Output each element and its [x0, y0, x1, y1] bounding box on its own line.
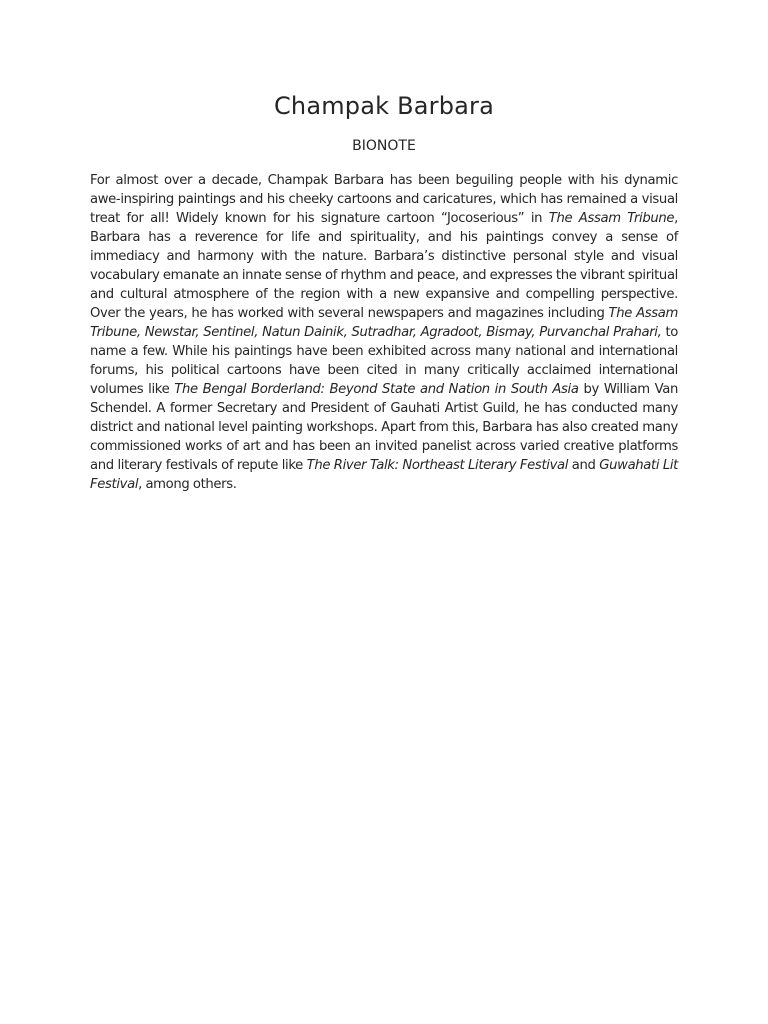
paragraph-run-italic: The Assam Tribune, Newstar, Sentinel, Natun Dainik, Sutradhar, Agradoot, Bismay, Purvanchal Prahari, [90, 306, 679, 340]
paragraph-run: , among others. [138, 477, 237, 492]
paragraph-run-italic: The Bengal Borderland: Beyond State and Nation in South Asia [174, 382, 579, 397]
paragraph-run-italic: Guwahati Lit Festival [90, 458, 678, 492]
paragraph-run: by William Van Schendel. A former Secretary and President of Gauhati Artist Guild, he has conducted many district and national level painting workshops. Apart from this, Barbara has also created many commissioned works of art and has been an invited panelist across varied creative platforms and literary festivals of repute like [90, 382, 678, 473]
paragraph-run: to name a few. While his paintings have been exhibited across many national and international forums, his political cartoons have been cited in many critically acclaimed international volumes like [90, 325, 678, 397]
document-title: Champak Barbara [273, 92, 495, 120]
paragraph-run-italic: The River Talk: Northeast Literary Festival [306, 458, 569, 473]
paragraph-run: For almost over a decade, Champak Barbara has been beguiling people with his dynamic awe-inspiring paintings and his cheeky cartoons and caricatures, which has remained a visual treat for all! Widely known for his signature cartoon “Jocoserious” in [90, 173, 678, 226]
document-subtitle: BIONOTE [352, 138, 416, 154]
paragraph-run-italic: The Assam Tribune [548, 211, 675, 226]
paragraph-run: and [568, 458, 600, 473]
paragraph-run: , Barbara has a reverence for life and spirituality, and his paintings convey a sense of immediacy and harmony with the nature. Barbara’s distinctive personal style and visual vocabulary emanate an innate sense of rhythm and peace, and expresses the vibrant spiritual and cultural atmosphere of the region with a new expansive and compelling perspective. Over the years, he has worked with several newspapers and magazines including [90, 211, 679, 321]
bionote-paragraph [90, 171, 678, 494]
